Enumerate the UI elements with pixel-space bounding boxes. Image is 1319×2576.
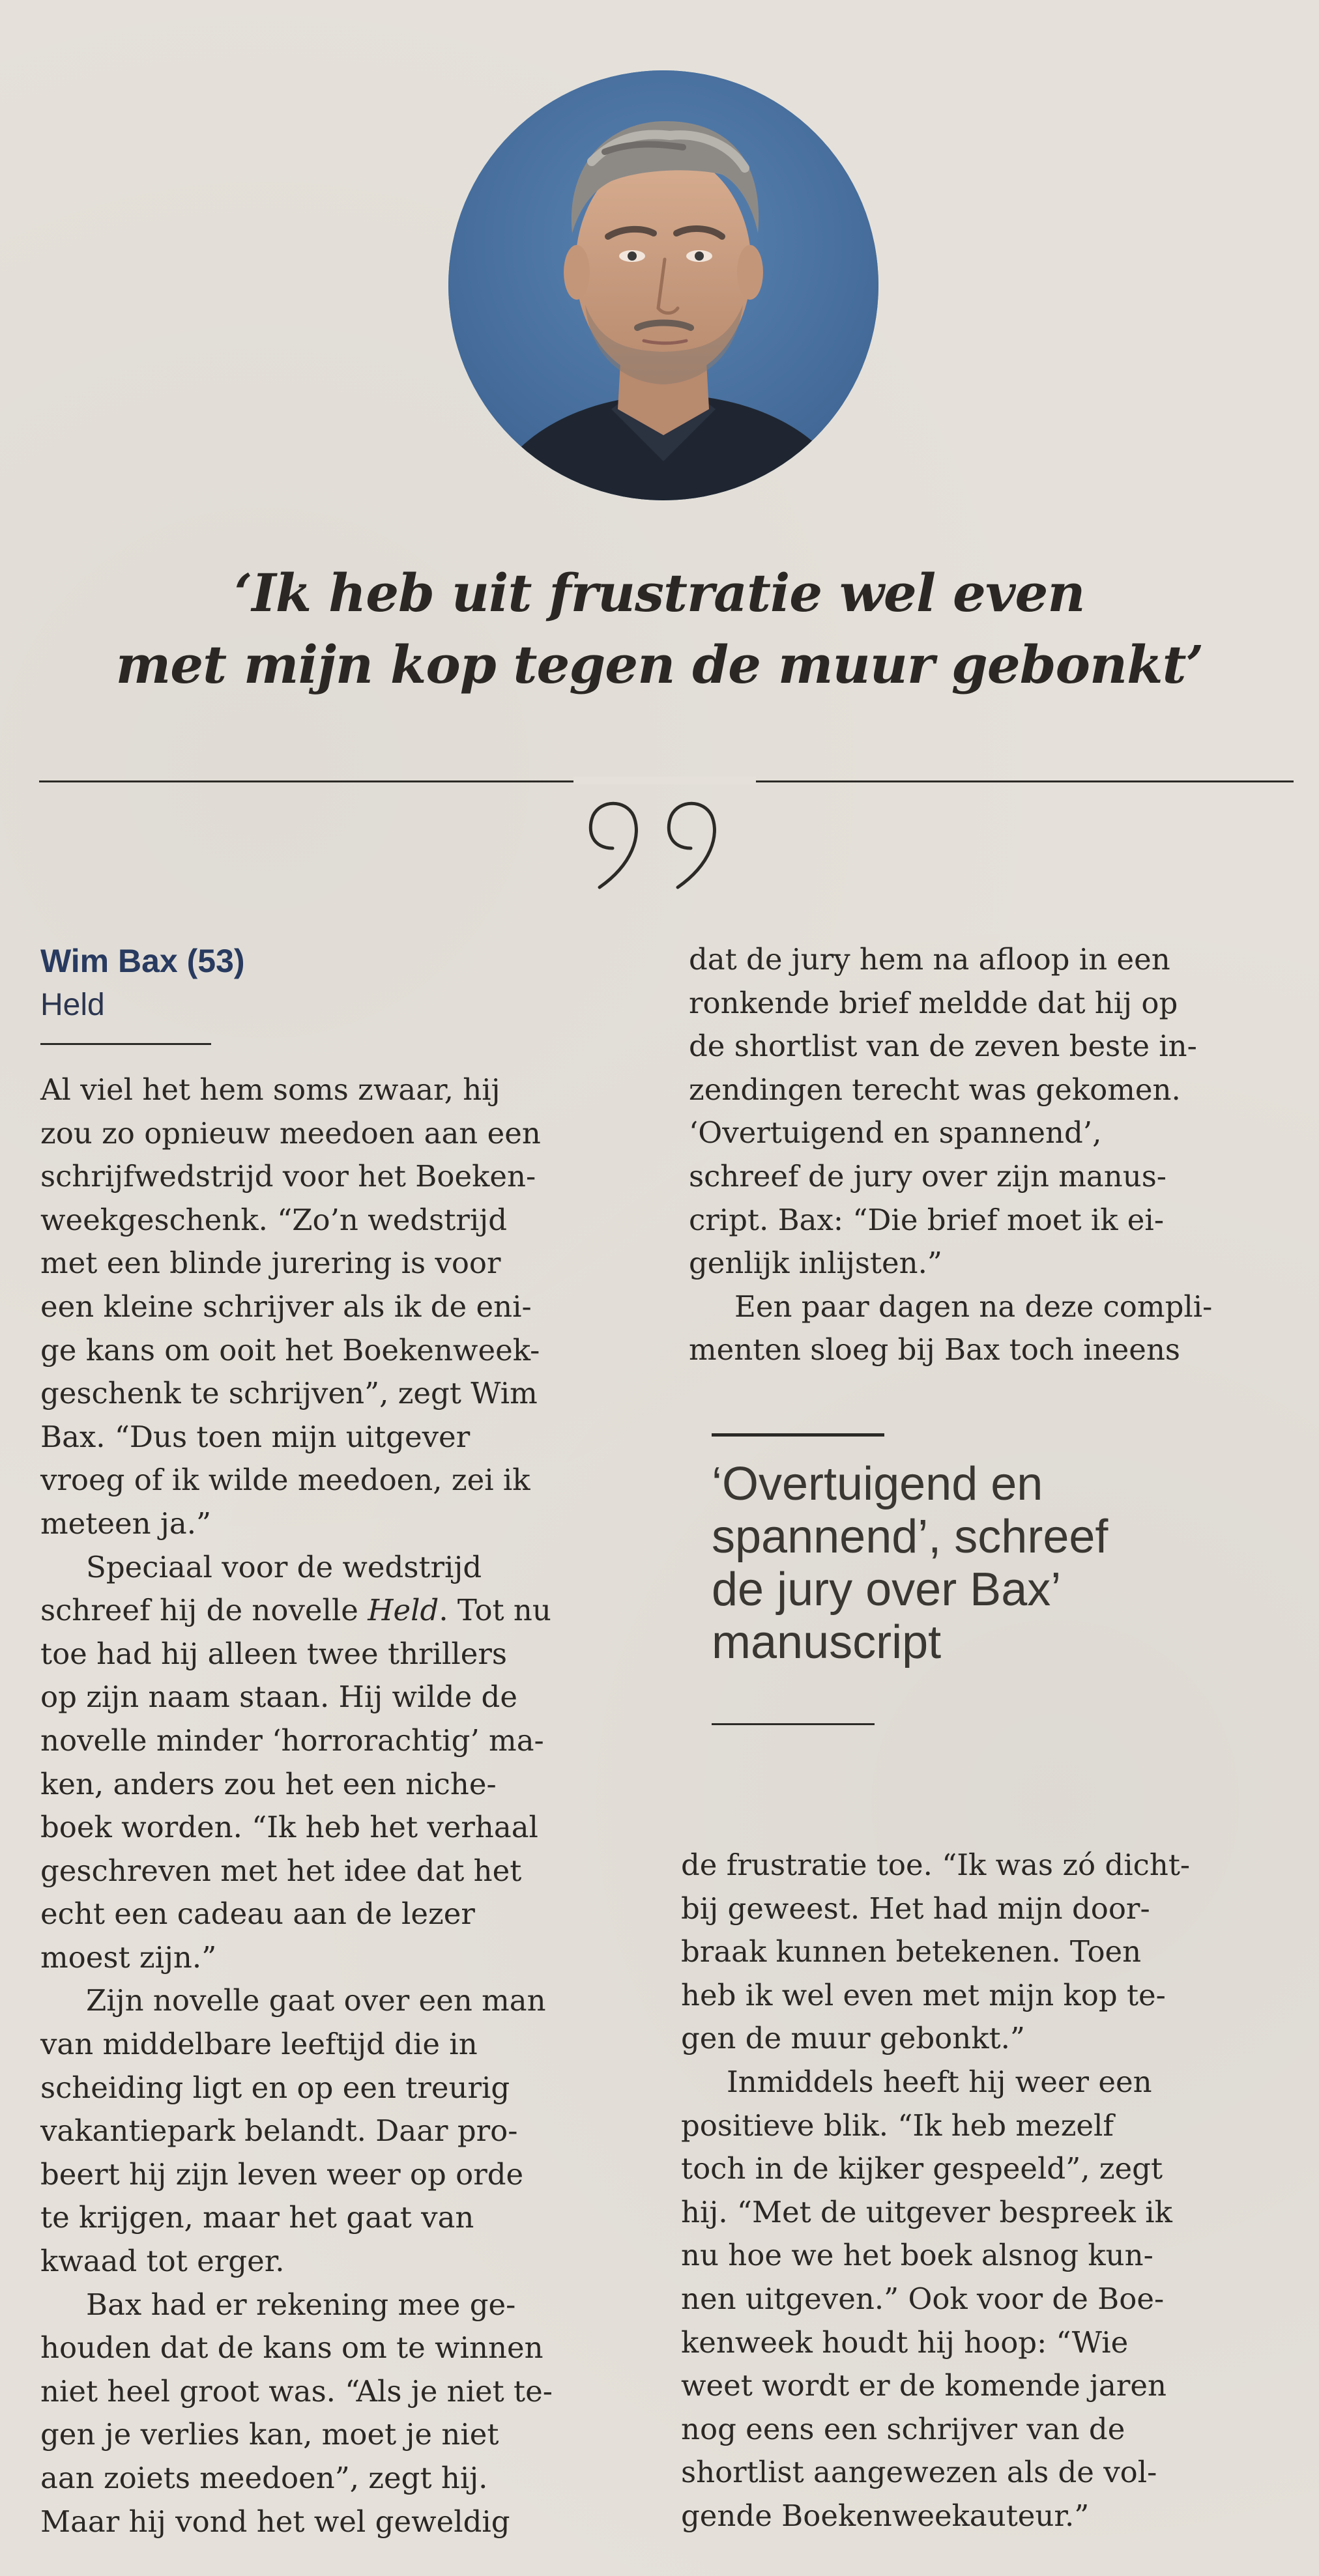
text-line: ge kans om ooit het Boekenweek- — [40, 1332, 540, 1367]
pull-quote-bottom-rule — [712, 1723, 875, 1725]
text-line: genlijk inlijsten.” — [689, 1246, 942, 1281]
text-line: ‘Overtuigend en spannend’, — [689, 1115, 1102, 1151]
text-line: Bax. “Dus toen mijn uitgever — [40, 1419, 471, 1454]
author-name-age: Wim Bax (53) — [40, 943, 245, 979]
text-line: niet heel groot was. “Als je niet te- — [40, 2373, 553, 2409]
text-line: novelle minder ‘horrorachtig’ ma- — [40, 1723, 544, 1758]
text-line: aan zoiets meedoen”, zegt hij. — [40, 2461, 488, 2495]
pull-quote-line: spannend’, schreef — [712, 1511, 1109, 1563]
headline-line-1: ‘Ik heb uit frustratie wel even — [234, 562, 1085, 623]
text-line: de frustratie toe. “Ik was zó dicht- — [681, 1848, 1191, 1882]
author-portrait-photo — [448, 70, 878, 500]
text-line: weet wordt er de komende jaren — [681, 2368, 1167, 2403]
text-line: cript. Bax: “Die brief moet ik ei- — [689, 1202, 1165, 1237]
text-line: ken, anders zou het een niche- — [40, 1766, 497, 1801]
pull-quote-top-rule — [712, 1433, 884, 1437]
text-line: braak kunnen betekenen. Toen — [681, 1934, 1142, 1969]
text-line: schreef hij de novelle Held. Tot nu — [40, 1593, 551, 1628]
text-line: heb ik wel even met mijn kop te- — [681, 1977, 1166, 2012]
pull-quote-line: de jury over Bax’ — [712, 1564, 1062, 1616]
text-line: geschreven met het idee dat het — [40, 1853, 522, 1888]
book-title-inline: Held — [368, 1593, 439, 1628]
pull-quote-line: manuscript — [712, 1616, 942, 1668]
portrait-illustration — [448, 70, 878, 500]
text-line: beert hij zijn leven weer op orde — [40, 2156, 524, 2192]
text-line: scheiding ligt en op een treurig — [40, 2070, 510, 2105]
text-line: de shortlist van de zeven beste in- — [689, 1029, 1197, 1064]
text-line: vakantiepark belandt. Daar pro- — [40, 2113, 518, 2149]
body-column-right-bottom — [681, 1844, 1190, 2538]
text-line: toch in de kijker gespeeld”, zegt — [681, 2151, 1163, 2186]
pull-quote-line: ‘Overtuigend en — [712, 1458, 1043, 1510]
text-line: shortlist aangewezen als de vol- — [681, 2455, 1157, 2490]
text-line: nog eens een schrijver van de — [681, 2411, 1125, 2446]
text-line: Speciaal voor de wedstrijd — [86, 1549, 482, 1584]
text-line: een kleine schrijver als ik de eni- — [40, 1289, 532, 1324]
pull-quote — [712, 1458, 1108, 1669]
text-line: Al viel het hem soms zwaar, hij — [40, 1072, 500, 1107]
text-line: Bax had er rekening mee ge- — [86, 2287, 516, 2322]
body-column-left — [40, 1068, 553, 2543]
headline-line-2: met mijn kop tegen de muur gebonkt’ — [115, 634, 1204, 695]
text-line: te krijgen, maar het gaat van — [40, 2200, 474, 2235]
text-line: Maar hij vond het wel geweldig — [40, 2504, 510, 2539]
text-line: moest zijn.” — [40, 1939, 217, 1975]
text-line: zou zo opnieuw meedoen aan een — [40, 1115, 541, 1151]
text-line: kwaad tot erger. — [40, 2244, 285, 2279]
text-line: met een blinde jurering is voor — [40, 1246, 501, 1281]
text-line: geschenk te schrijven”, zegt Wim — [40, 1376, 538, 1411]
text-line: toe had hij alleen twee thrillers — [40, 1636, 507, 1671]
text-line: nu hoe we het boek alsnog kun- — [681, 2238, 1153, 2273]
text-line: kenweek houdt hij hoop: “Wie — [681, 2325, 1129, 2360]
headline-quote — [0, 557, 1319, 700]
text-line: vroeg of ik wilde meedoen, zei ik — [40, 1463, 530, 1498]
text-line: gen de muur gebonkt.” — [681, 2021, 1025, 2056]
text-line: van middelbare leeftijd die in — [40, 2027, 478, 2062]
text-line: op zijn naam staan. Hij wilde de — [40, 1680, 517, 1715]
body-column-right-top — [689, 938, 1212, 1372]
text-line: hij. “Met de uitgever bespreek ik — [681, 2194, 1172, 2229]
text-line: bij geweest. Het had mijn door- — [681, 1891, 1150, 1926]
closing-quote-mark-icon — [573, 777, 756, 894]
text-line: weekgeschenk. “Zo’n wedstrijd — [40, 1202, 508, 1237]
text-line: schreef de jury over zijn manus- — [689, 1158, 1167, 1194]
text-line: Een paar dagen na deze compli- — [734, 1289, 1213, 1324]
text-line: dat de jury hem na afloop in een — [689, 942, 1170, 977]
text-line: ronkende brief meldde dat hij op — [689, 985, 1178, 1020]
text-line: houden dat de kans om te winnen — [40, 2330, 544, 2366]
text-line: meteen ja.” — [40, 1506, 212, 1541]
text-line: menten sloeg bij Bax toch ineens — [689, 1332, 1181, 1367]
text-line: gende Boekenweekauteur.” — [681, 2498, 1090, 2533]
text-line: Inmiddels heeft hij weer een — [727, 2064, 1152, 2099]
author-divider — [40, 1043, 211, 1045]
text-line: Zijn novelle gaat over een man — [86, 1983, 546, 2018]
book-title: Held — [40, 988, 105, 1022]
text-line: boek worden. “Ik heb het verhaal — [40, 1810, 538, 1845]
text-line: nen uitgeven.” Ook voor de Boe- — [681, 2281, 1165, 2316]
text-line: echt een cadeau aan de lezer — [40, 1896, 475, 1932]
text-line: zendingen terecht was gekomen. — [689, 1072, 1181, 1107]
text-line: gen je verlies kan, moet je niet — [40, 2417, 499, 2452]
text-line: positieve blik. “Ik heb mezelf — [681, 2108, 1114, 2143]
text-line: schrijfwedstrijd voor het Boeken- — [40, 1159, 536, 1194]
